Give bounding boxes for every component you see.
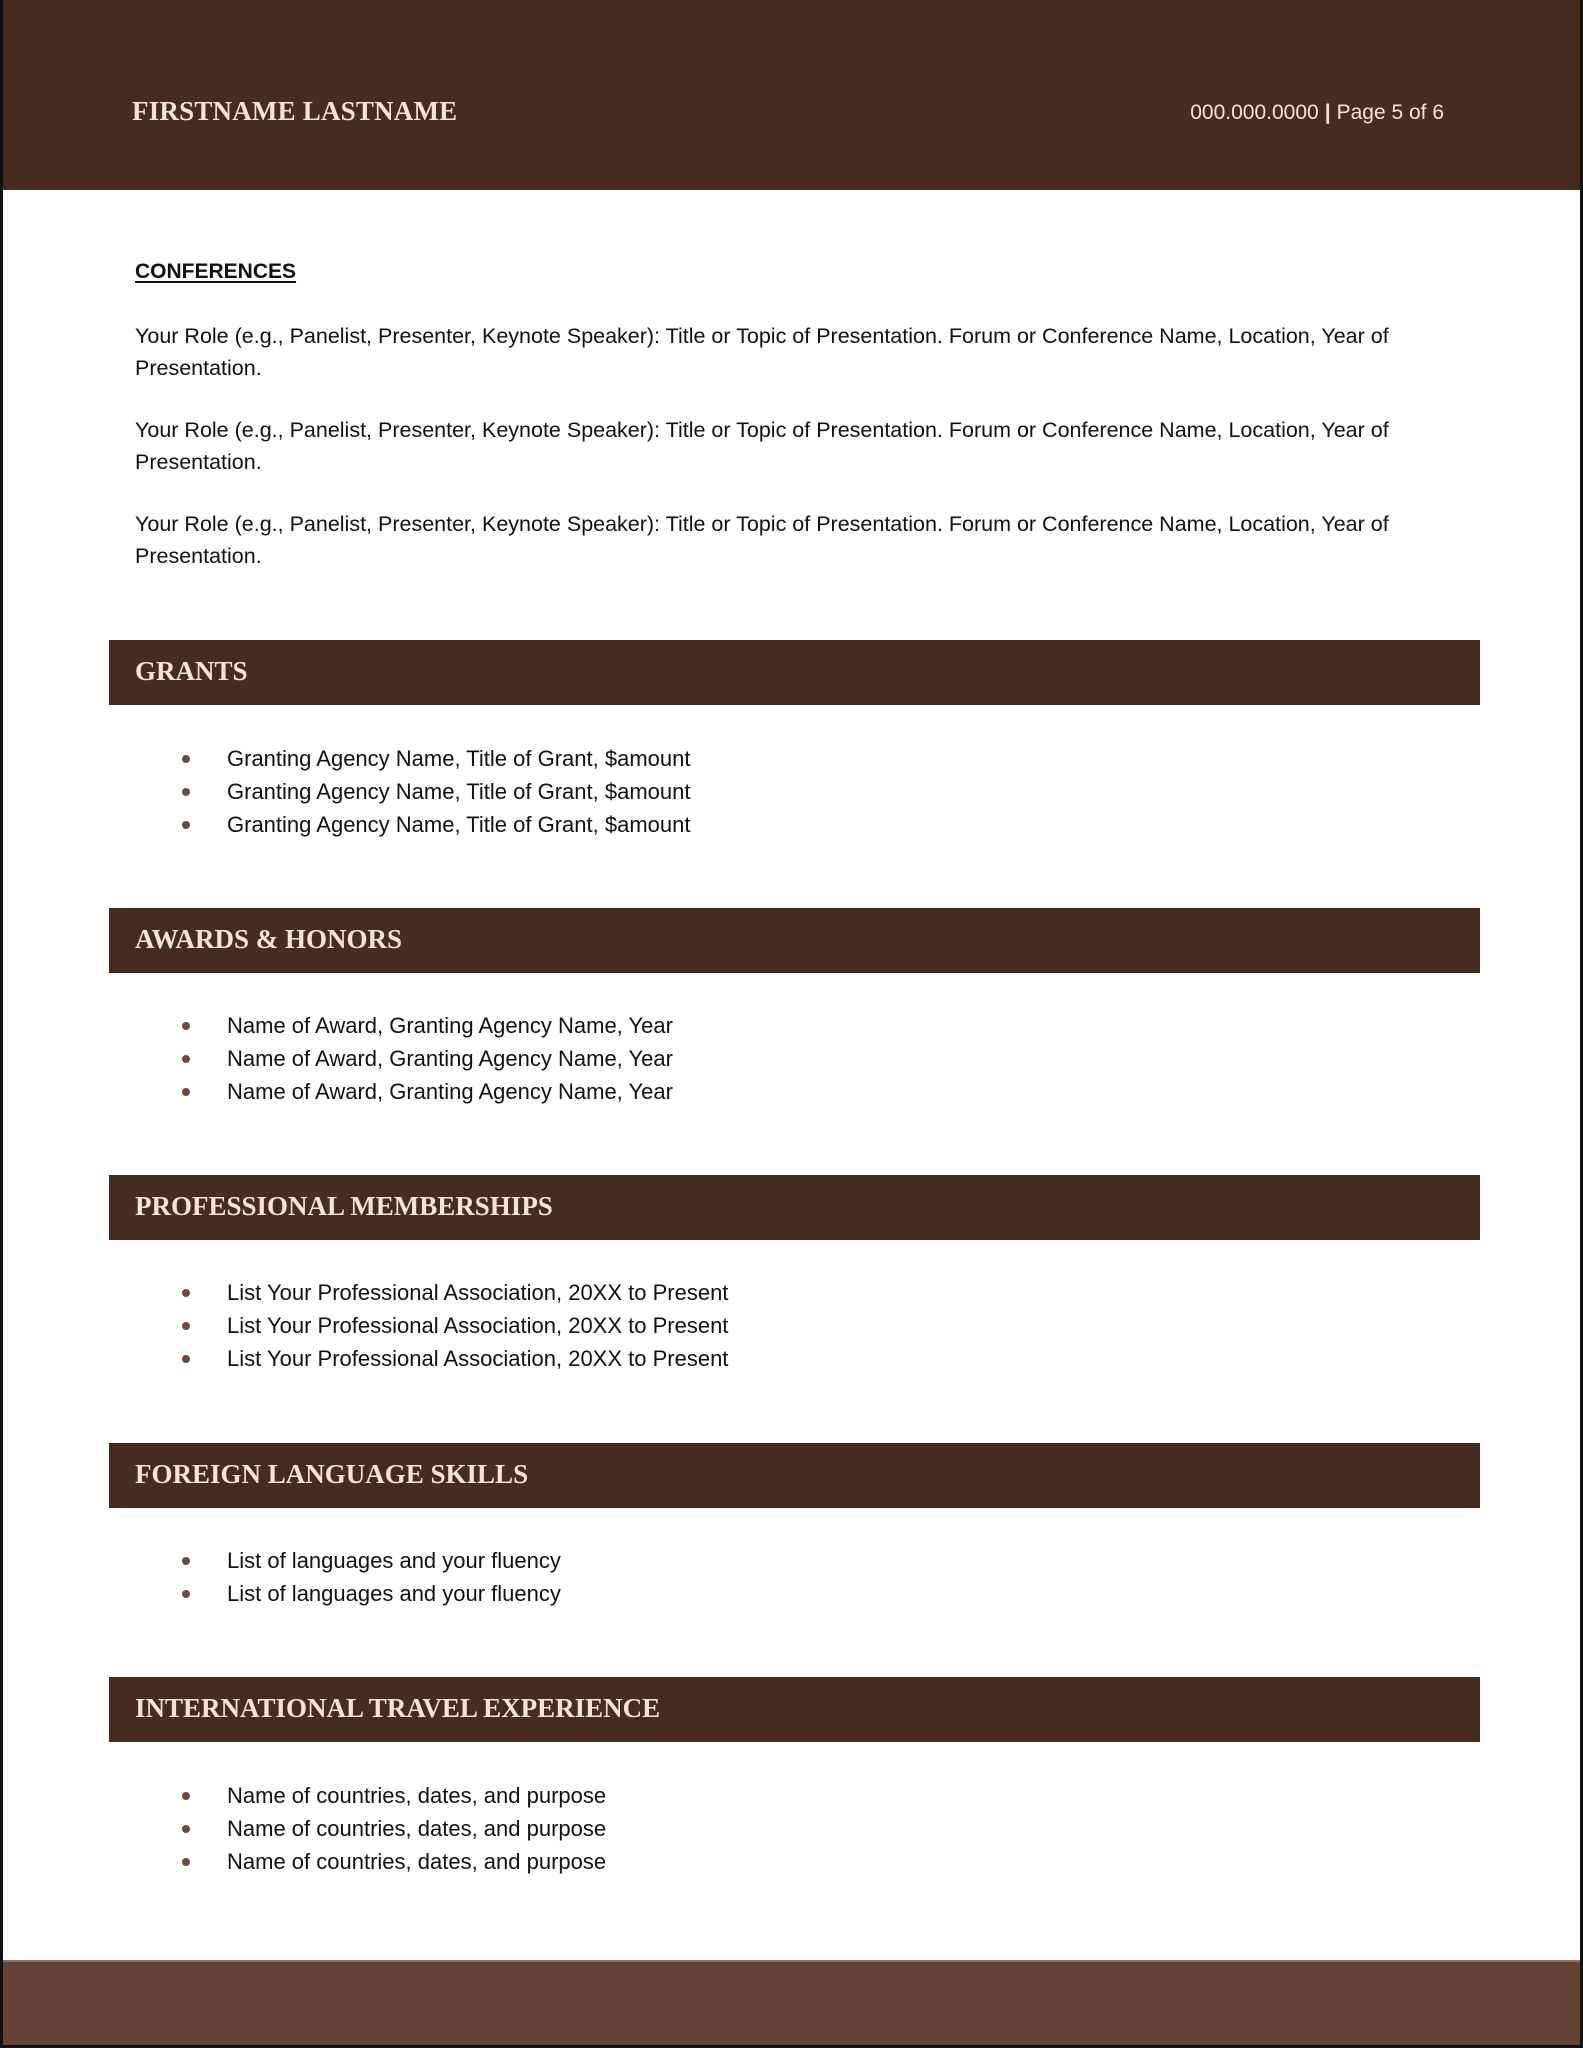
header-contact-info	[1190, 101, 1444, 125]
section-title-awards: AWARDS & HONORS	[135, 924, 403, 954]
page-footer	[3, 1960, 1580, 2045]
conferences-list	[135, 321, 1465, 603]
conference-entry: Your Role (e.g., Panelist, Presenter, Keynote Speaker): Title or Topic of Presentation. Forum or Conference Name, Location, Year of Presentation.	[135, 324, 1389, 380]
bullet-icon	[182, 1322, 190, 1330]
bullet-icon	[182, 1355, 190, 1363]
travel-list	[179, 1779, 606, 1878]
list-item-text: List of languages and your fluency	[227, 1581, 561, 1606]
header-separator: |	[1324, 101, 1331, 124]
page-header	[3, 0, 1580, 190]
list-item	[179, 1342, 728, 1375]
bullet-icon	[182, 1088, 190, 1096]
section-title-grants: GRANTS	[135, 656, 248, 686]
conference-entry: Your Role (e.g., Panelist, Presenter, Keynote Speaker): Title or Topic of Presentation. Forum or Conference Name, Location, Year of Presentation.	[135, 418, 1389, 474]
bullet-icon	[182, 1590, 190, 1598]
list-item-text: Granting Agency Name, Title of Grant, $amount	[227, 812, 691, 837]
section-bar-travel	[109, 1677, 1480, 1742]
list-item-text: List Your Professional Association, 20XX to Present	[227, 1280, 729, 1305]
bullet-icon	[182, 755, 190, 763]
list-item	[179, 808, 690, 841]
bullet-icon	[182, 1858, 190, 1866]
bullet-icon	[182, 1557, 190, 1565]
list-item	[179, 1075, 673, 1108]
list-item-text: Granting Agency Name, Title of Grant, $amount	[227, 746, 691, 771]
bullet-icon	[182, 821, 190, 829]
section-title-travel: INTERNATIONAL TRAVEL EXPERIENCE	[135, 1693, 661, 1723]
languages-list	[179, 1544, 561, 1610]
list-item-text: List of languages and your fluency	[227, 1548, 561, 1573]
section-bar-languages	[109, 1443, 1480, 1508]
list-item	[179, 1812, 606, 1845]
conferences-heading: CONFERENCES	[135, 260, 297, 283]
list-item-text: Name of countries, dates, and purpose	[227, 1816, 607, 1841]
awards-list	[179, 1009, 673, 1108]
bullet-icon	[182, 1289, 190, 1297]
section-bar-awards	[109, 908, 1480, 973]
list-item	[179, 1544, 561, 1577]
list-item-text: List Your Professional Association, 20XX to Present	[227, 1346, 729, 1371]
section-bar-memberships	[109, 1175, 1480, 1240]
list-item-text: Name of countries, dates, and purpose	[227, 1783, 607, 1808]
list-item-text: Name of Award, Granting Agency Name, Year	[227, 1079, 673, 1104]
bullet-icon	[182, 1055, 190, 1063]
bullet-icon	[182, 1022, 190, 1030]
list-item	[179, 1845, 606, 1878]
bullet-icon	[182, 1825, 190, 1833]
list-item-text: Name of Award, Granting Agency Name, Year	[227, 1046, 673, 1071]
section-bar-grants	[109, 640, 1480, 705]
list-item-text: Name of Award, Granting Agency Name, Year	[227, 1013, 673, 1038]
page-number: Page 5 of 6	[1336, 101, 1444, 124]
list-item	[179, 1309, 728, 1342]
section-title-languages: FOREIGN LANGUAGE SKILLS	[135, 1459, 529, 1489]
list-item	[179, 1042, 673, 1075]
section-title-memberships: PROFESSIONAL MEMBERSHIPS	[135, 1191, 553, 1221]
memberships-list	[179, 1276, 728, 1375]
bullet-icon	[182, 1792, 190, 1800]
list-item	[179, 742, 690, 775]
list-item-text: List Your Professional Association, 20XX to Present	[227, 1313, 729, 1338]
conference-entry: Your Role (e.g., Panelist, Presenter, Keynote Speaker): Title or Topic of Presentation. Forum or Conference Name, Location, Year of Presentation.	[135, 512, 1389, 568]
list-item	[179, 1779, 606, 1812]
list-item	[179, 775, 690, 808]
grants-list	[179, 742, 690, 841]
list-item	[179, 1009, 673, 1042]
candidate-name: FIRSTNAME LASTNAME	[132, 96, 458, 126]
list-item	[179, 1276, 728, 1309]
list-item-text: Name of countries, dates, and purpose	[227, 1849, 607, 1874]
list-item-text: Granting Agency Name, Title of Grant, $amount	[227, 779, 691, 804]
list-item	[179, 1577, 561, 1610]
bullet-icon	[182, 788, 190, 796]
phone-number: 000.000.0000	[1190, 101, 1319, 124]
